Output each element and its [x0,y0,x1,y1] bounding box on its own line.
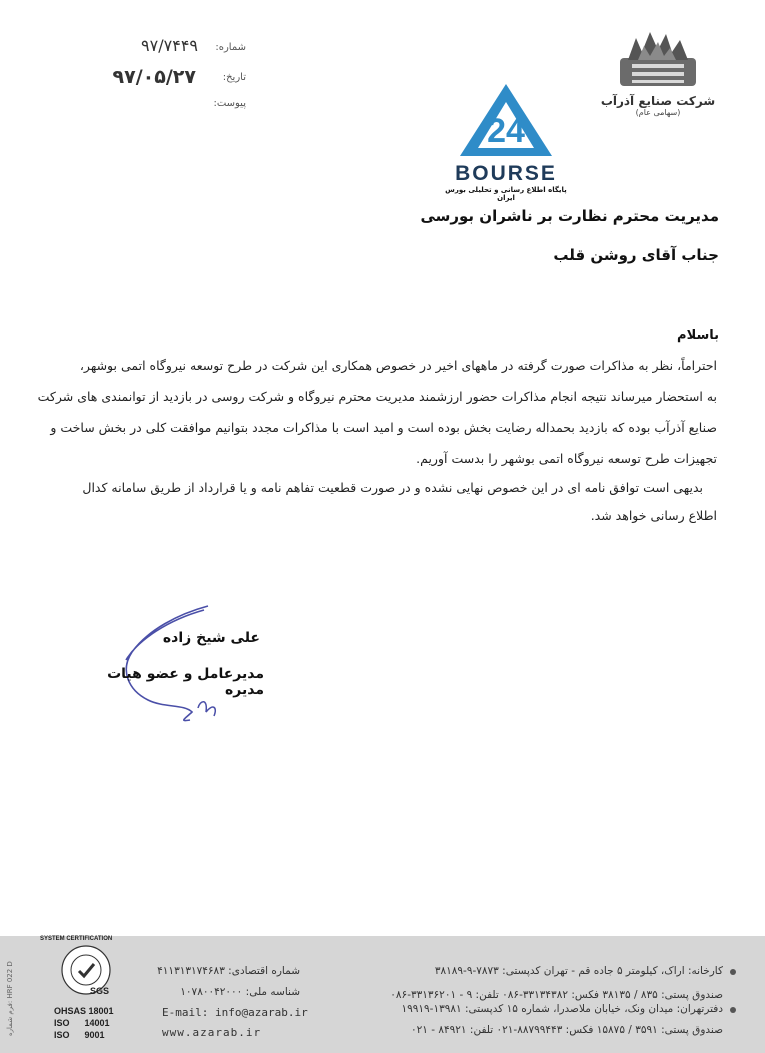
azarab-emblem-icon [598,30,718,90]
handwritten-signature [108,600,238,730]
economic-code: شماره اقتصادی: ۴۱۱۳۱۳۱۷۴۶۸۳ [157,965,300,977]
addressee-line-2: جناب آقای روشن قلب [553,246,719,264]
tehran-office-contacts: صندوق پستی: ۳۵۹۱ / ۱۵۸۷۵ فکس: ۸۸۷۹۹۴۴۳-۰۲۱ تلفن: ۸۴۹۲۱ - ۰۲۱ [410,1024,723,1036]
letter-number: ۹۷/۷۴۴۹ [141,36,198,55]
greeting: باسلام [677,328,719,343]
factory-address: کارخانه: اراک، کیلومتر ۵ جاده قم - تهران کدپستی: ۷۸۷۳-۹-۳۸۱۸۹ [434,965,723,977]
body-line: به استحضار میرساند نتیجه انجام مذاکرات حضور ارزشمند مدیریت محترم نیروگاه و شرکت روسی در بازدید از توانمندی های شرکت [37,389,717,404]
national-id: شناسه ملی: ۱۰۷۸۰۰۴۲۰۰۰ [180,986,300,998]
body-line: بدیهی است توافق نامه ای در این خصوص نهایی نشده و در صورت قطعیت تفاهم نامه و یا قرارداد از طریق سامانه کدال [82,480,703,495]
bourse-wordmark: BOURSE [455,162,557,185]
email-address: E-mail: info@azarab.ir [162,1006,308,1019]
body-line: اطلاع رسانی خواهد شد. [590,508,717,523]
iso-standard: ISO 14001 [54,1018,110,1028]
bourse-watermark-logo [440,76,572,202]
company-name: شرکت صنایع آذرآب [600,94,716,108]
bullet-icon [730,1007,736,1013]
svg-text:24: 24 [487,112,525,150]
tehran-office-address: دفترتهران: میدان ونک، خیابان ملاصدرا، شماره ۱۵ کدپستی: ۱۳۹۸۱-۱۹۹۱۹ [401,1003,723,1015]
bourse-tagline: پایگاه اطلاع رسانی و تحلیلی بورس ایران [445,186,567,202]
form-code: فرم شماره: HRF 022 D [6,961,14,1036]
factory-contacts: صندوق پستی: ۸۳۵ / ۳۸۱۳۵ فکس: ۳۳۱۳۴۳۸۲-۰۸۶ تلفن: ۹ - ۳۳۱۳۶۲۰۱-۰۸۶ [390,989,723,1001]
bourse-triangle-icon [440,76,572,158]
company-logo [598,30,718,117]
sgs-label: SGS [90,986,110,996]
body-line: احتراماً، نظر به مذاکرات صورت گرفته در ماههای اخیر در خصوص همکاری این شرکت در طرح توسعه نیروگاه اتمی بوشهر، [79,358,717,373]
signatory-title: مدیرعامل و عضو هیات مدیره [107,666,264,698]
date-label: تاریخ: [222,72,246,83]
iso-standard: OHSAS 18001 [54,1006,114,1016]
addressee-line-1: مدیریت محترم نظارت بر ناشران بورسی [420,207,719,225]
body-line: صنایع آذرآب بوده که بازدید بحمداله رضایت بخش بوده است و امید است با مذاکرات مجدد بتوانیم موافقت کلی در بخش ساخت و [50,420,717,435]
signatory-name: علی شیخ زاده [162,630,260,646]
cert-ring-text: SYSTEM CERTIFICATION [40,936,113,942]
body-line: تجهیزات طرح توسعه نیروگاه اتمی بوشهر را بدست آوریم. [416,451,717,466]
company-subtitle: (سهامی عام) [635,108,681,117]
attachment-label: پیوست: [213,98,246,109]
bullet-icon [730,969,736,975]
letter-date: ۹۷/۰۵/۲۷ [112,66,196,88]
letterhead-footer [0,936,765,1053]
website: www.azarab.ir [162,1026,262,1039]
iso-standard: ISO 9001 [54,1030,105,1040]
number-label: شماره: [215,42,246,53]
